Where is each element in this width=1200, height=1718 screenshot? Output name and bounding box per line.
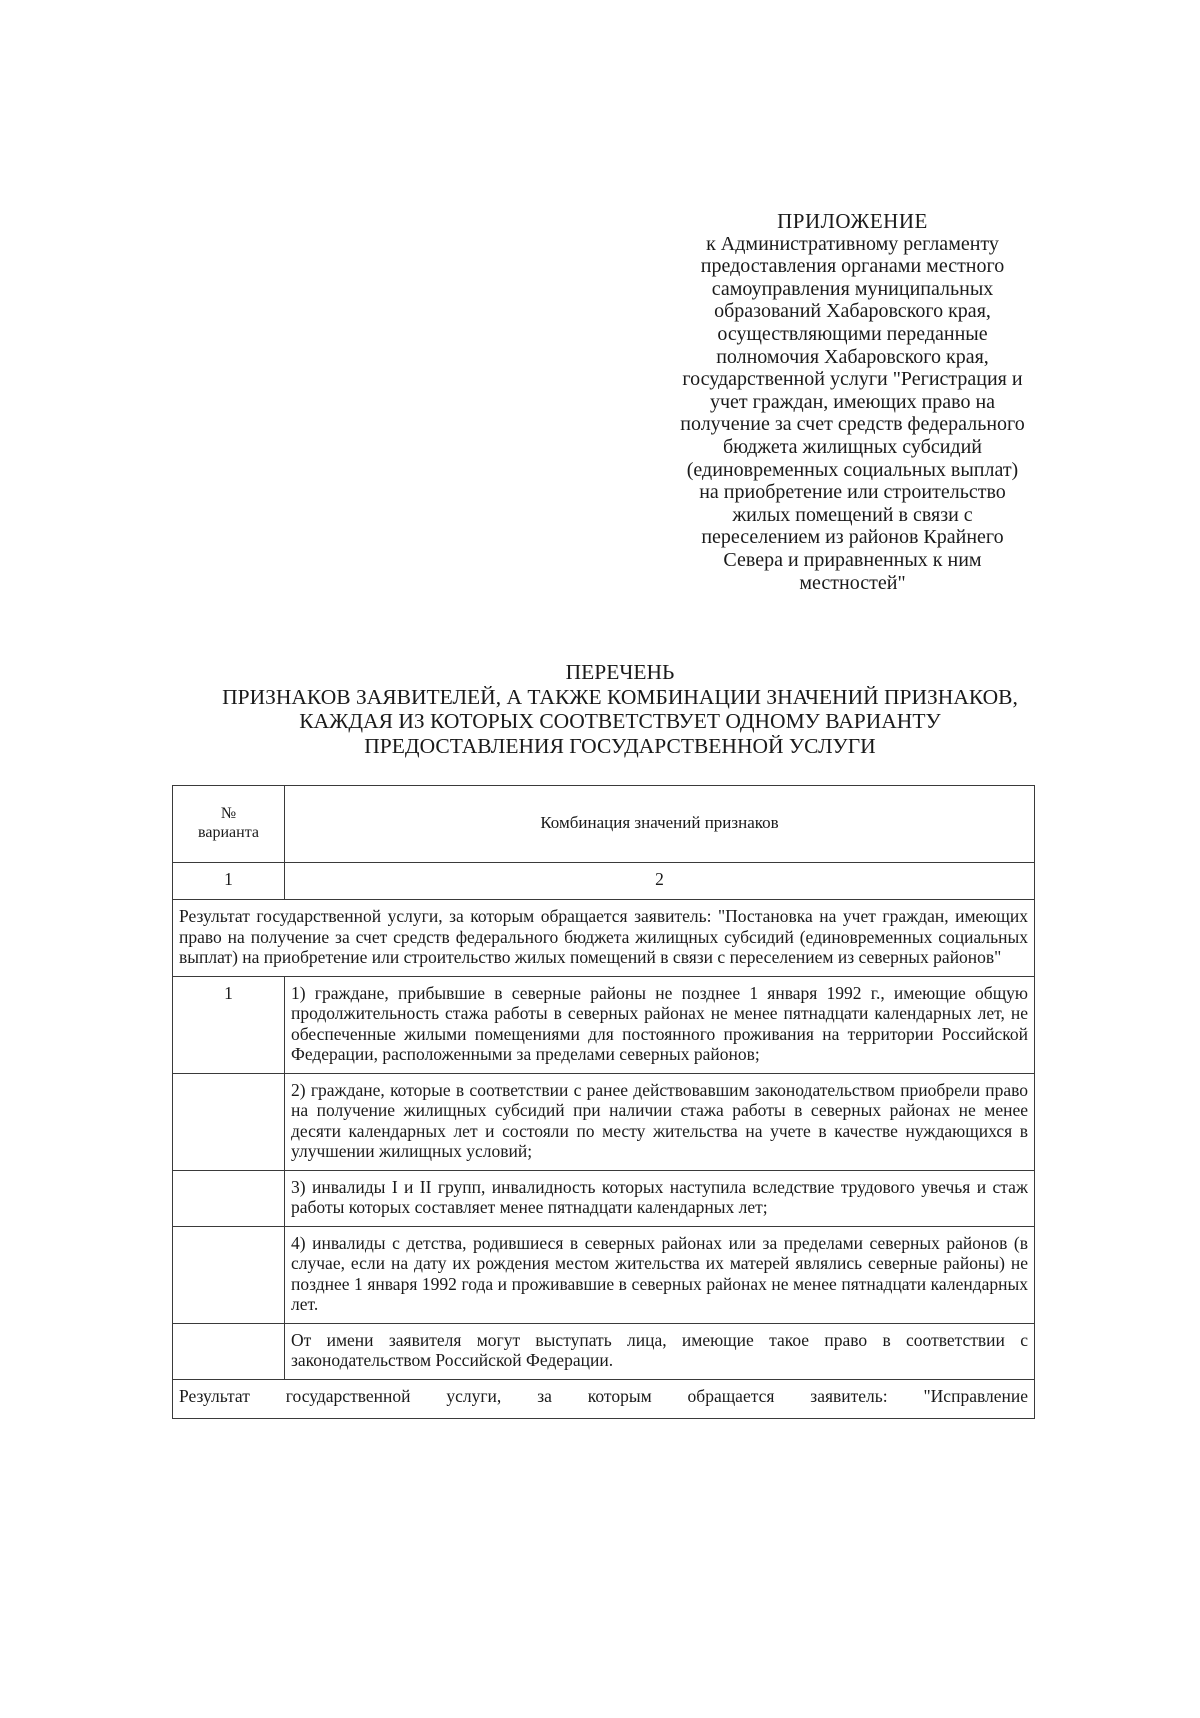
variant-number	[173, 1323, 285, 1379]
appendix-line: на приобретение или строительство	[699, 481, 1006, 504]
appendix-title: ПРИЛОЖЕНИЕ	[777, 209, 928, 233]
criteria-text: От имени заявителя могут выступать лица, имеющие такое право в соответствии с законодательством Российской Федерации.	[285, 1323, 1035, 1379]
heading-line: ПРЕДОСТАВЛЕНИЯ ГОСУДАРСТВЕННОЙ УСЛУГИ	[364, 733, 876, 758]
variant-number	[173, 1170, 285, 1226]
criteria-text: 2) граждане, которые в соответствии с ранее действовавшим законодательством приобрели право на получение жилищных субсидий при наличии стажа работы в северных районах не менее десяти календарных лет и состояли по месту жительства на учете в качестве нуждающихся в улучшении жилищных условий;	[285, 1073, 1035, 1170]
column-number-1: 1	[173, 863, 285, 900]
column-number-2: 2	[285, 863, 1035, 900]
table-row	[173, 1073, 1035, 1170]
header-variant-number	[173, 786, 285, 863]
heading-line: КАЖДАЯ ИЗ КОТОРЫХ СООТВЕТСТВУЕТ ОДНОМУ ВАРИАНТУ	[299, 709, 941, 733]
document-heading	[160, 660, 1080, 758]
table-row	[173, 976, 1035, 1073]
criteria-text: 1) граждане, прибывшие в северные районы не позднее 1 января 1992 г., имеющие общую продолжительность стажа работы в северных районах не менее пятнадцати календарных лет, не обеспеченные жилыми помещениями для постоянного проживания на территории Российской Федерации, расположенными за пределами северных районов;	[285, 976, 1035, 1073]
variant-number: 1	[173, 976, 285, 1073]
appendix-line: осуществляющими переданные	[717, 322, 988, 345]
variants-table	[172, 785, 1035, 1419]
appendix-line: переселением из районов Крайнего	[701, 526, 1004, 549]
variant-number	[173, 1226, 285, 1323]
appendix-line: государственной услуги "Регистрация и	[682, 368, 1023, 391]
appendix-line: полномочия Хабаровского края,	[716, 345, 989, 368]
appendix-block	[640, 210, 1065, 594]
appendix-line: получение за счет средств федерального	[680, 413, 1025, 436]
header-variant-label: варианта	[198, 824, 259, 841]
result-row	[173, 900, 1035, 977]
table-row	[173, 1226, 1035, 1323]
result-text: Результат государственной услуги, за которым обращается заявитель: "Постановка на учет граждан, имеющих право на получение за счет средств федерального бюджета жилищных субсидий (единовременных социальных выплат) на приобретение или строительство жилых помещений в связи с переселением из северных районов"	[173, 900, 1035, 977]
result-partial-text: Результат государственной услуги, за которым обращается заявитель: "Исправление	[179, 1385, 1028, 1406]
heading-line: ПЕРЕЧЕНЬ	[565, 660, 675, 684]
appendix-line: учет граждан, имеющих право на	[709, 390, 996, 413]
table-row	[173, 1170, 1035, 1226]
result-partial-cell	[173, 1379, 1035, 1418]
appendix-line: предоставления органами местного	[700, 255, 1005, 278]
appendix-line: местностей"	[799, 571, 906, 594]
variant-number	[173, 1073, 285, 1170]
appendix-line: бюджета жилищных субсидий	[722, 435, 982, 458]
column-numbering-row	[173, 863, 1035, 900]
header-combination: Комбинация значений признаков	[285, 786, 1035, 863]
criteria-text: 4) инвалиды с детства, родившиеся в северных районах или за пределами северных районов (в случае, если на дату их рождения местом жительства их матерей являлись северные районы) не позднее 1 января 1992 года и проживавшие в северных районах не менее пятнадцати календарных лет.	[285, 1226, 1035, 1323]
appendix-line: к Административному регламенту	[706, 232, 999, 255]
header-number-sign: №	[220, 805, 237, 822]
result-row-partial	[173, 1379, 1035, 1418]
appendix-line: жилых помещений в связи с	[732, 503, 973, 526]
appendix-line: образований Хабаровского края,	[714, 300, 991, 323]
table-header-row	[173, 786, 1035, 863]
criteria-text: 3) инвалиды I и II групп, инвалидность которых наступила вследствие трудового увечья и стаж работы которых составляет менее пятнадцати календарных лет;	[285, 1170, 1035, 1226]
heading-line: ПРИЗНАКОВ ЗАЯВИТЕЛЕЙ, А ТАКЖЕ КОМБИНАЦИИ ЗНАЧЕНИЙ ПРИЗНАКОВ,	[222, 684, 1018, 709]
appendix-line: (единовременных социальных выплат)	[686, 458, 1019, 481]
table-row	[173, 1323, 1035, 1379]
appendix-line: самоуправления муниципальных	[711, 277, 994, 300]
appendix-line: Севера и приравненных к ним	[723, 548, 982, 571]
